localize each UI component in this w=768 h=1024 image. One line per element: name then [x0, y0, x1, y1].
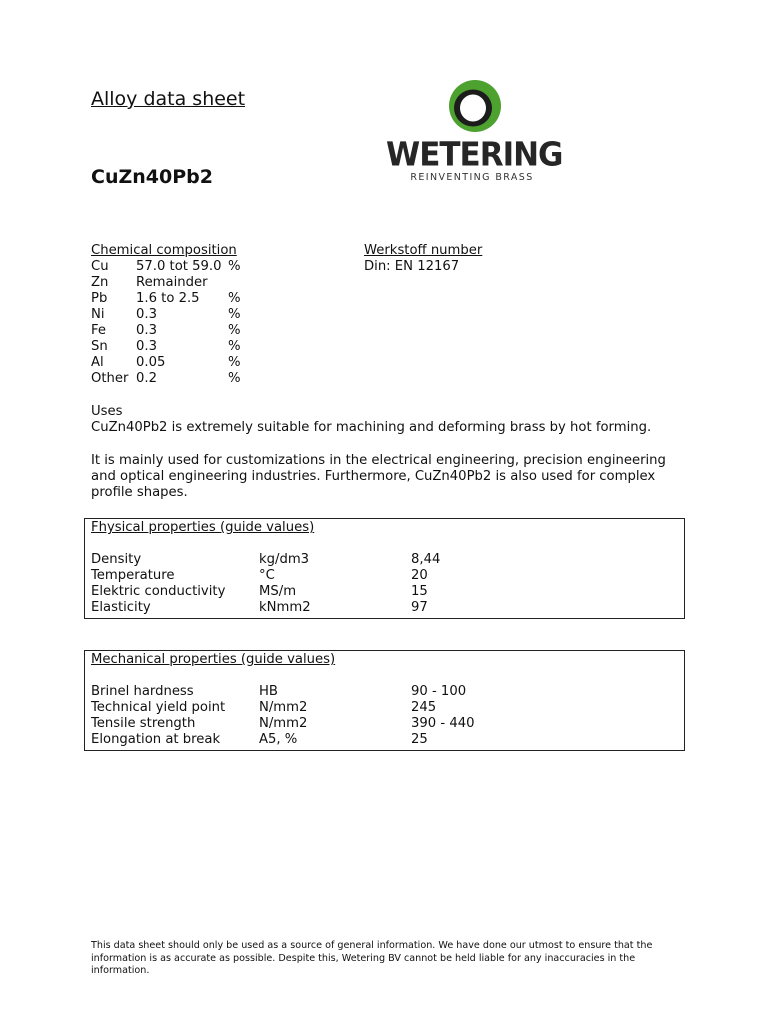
disclaimer: This data sheet should only be used as a source of general information. We have done our utmost to ensure that the information is as accurate as possible. Despite this, Wetering BV cannot be held liable for any inaccuracies in the information. — [91, 940, 653, 976]
mechanical-property-row — [91, 716, 671, 732]
property-value: 97 — [411, 600, 428, 615]
mechanical-property-row — [91, 700, 671, 716]
composition-row — [91, 259, 331, 275]
logo-tagline: REINVENTING BRASS — [410, 172, 534, 183]
mechanical-properties-heading: Mechanical properties (guide values) — [91, 652, 336, 667]
property-unit: kNmm2 — [259, 600, 311, 615]
property-unit: °C — [259, 568, 275, 583]
alloy-name: CuZn40Pb2 — [91, 166, 213, 188]
composition-row — [91, 355, 331, 371]
property-name: Temperature — [91, 568, 175, 583]
property-unit: A5, % — [259, 732, 298, 747]
property-value: 15 — [411, 584, 428, 599]
element-value: 0.3 — [136, 307, 157, 322]
ring-logo-icon — [386, 62, 558, 136]
element-value: 1.6 to 2.5 — [136, 291, 200, 306]
physical-property-row — [91, 552, 671, 568]
element-symbol: Pb — [91, 291, 108, 306]
property-name: Elektric conductivity — [91, 584, 226, 599]
property-name: Elasticity — [91, 600, 151, 615]
element-symbol: Sn — [91, 339, 108, 354]
physical-property-row — [91, 568, 671, 584]
werkstoff-heading: Werkstoff number — [364, 243, 483, 258]
physical-properties-heading: Fhysical properties (guide values) — [91, 520, 315, 535]
element-symbol: Other — [91, 371, 129, 386]
element-value: 0.3 — [136, 339, 157, 354]
property-value: 90 - 100 — [411, 684, 467, 699]
element-symbol: Cu — [91, 259, 109, 274]
uses-paragraph-1: CuZn40Pb2 is extremely suitable for machining and deforming brass by hot forming. — [91, 420, 652, 435]
property-name: Brinel hardness — [91, 684, 194, 699]
element-unit: % — [228, 307, 241, 322]
property-unit: HB — [259, 684, 278, 699]
wetering-logo — [386, 62, 566, 190]
property-name: Elongation at break — [91, 732, 221, 747]
physical-property-row — [91, 600, 671, 616]
composition-row — [91, 307, 331, 323]
mechanical-properties-box — [84, 650, 685, 751]
physical-properties-box — [84, 518, 685, 619]
element-symbol: Ni — [91, 307, 105, 322]
property-value: 8,44 — [411, 552, 441, 567]
property-unit: N/mm2 — [259, 716, 308, 731]
property-value: 20 — [411, 568, 428, 583]
element-unit: % — [228, 323, 241, 338]
composition-row — [91, 291, 331, 307]
element-value: Remainder — [136, 275, 208, 290]
logo-wordmark: WETERING — [386, 136, 563, 174]
property-value: 390 - 440 — [411, 716, 475, 731]
property-unit: kg/dm3 — [259, 552, 310, 567]
property-unit: MS/m — [259, 584, 297, 599]
property-name: Technical yield point — [91, 700, 226, 715]
element-symbol: Zn — [91, 275, 109, 290]
element-value: 0.2 — [136, 371, 157, 386]
mechanical-property-row — [91, 732, 671, 748]
property-unit: N/mm2 — [259, 700, 308, 715]
werkstoff-value: Din: EN 12167 — [364, 259, 460, 274]
property-value: 245 — [411, 700, 437, 715]
element-unit: % — [228, 355, 241, 370]
element-symbol: Fe — [91, 323, 106, 338]
element-unit: % — [228, 259, 241, 274]
element-value: 0.05 — [136, 355, 166, 370]
composition-row — [91, 323, 331, 339]
element-unit: % — [228, 339, 241, 354]
composition-heading: Chemical composition — [91, 243, 237, 258]
mechanical-property-row — [91, 684, 671, 700]
element-value: 0.3 — [136, 323, 157, 338]
physical-property-row — [91, 584, 671, 600]
property-name: Tensile strength — [91, 716, 196, 731]
element-unit: % — [228, 291, 241, 306]
element-symbol: Al — [91, 355, 104, 370]
uses-heading: Uses — [91, 404, 123, 419]
element-unit: % — [228, 371, 241, 386]
composition-row — [91, 339, 331, 355]
uses-paragraph-2: It is mainly used for customizations in the electrical engineering, precision engineering and optical engineering industries. Furthermore, CuZn40Pb2 is also used for complex profile shapes. — [91, 453, 666, 501]
element-value: 57.0 tot 59.0 — [136, 259, 222, 274]
document-title: Alloy data sheet — [91, 88, 246, 110]
property-value: 25 — [411, 732, 428, 747]
composition-row — [91, 371, 331, 387]
composition-row — [91, 275, 331, 291]
property-name: Density — [91, 552, 142, 567]
